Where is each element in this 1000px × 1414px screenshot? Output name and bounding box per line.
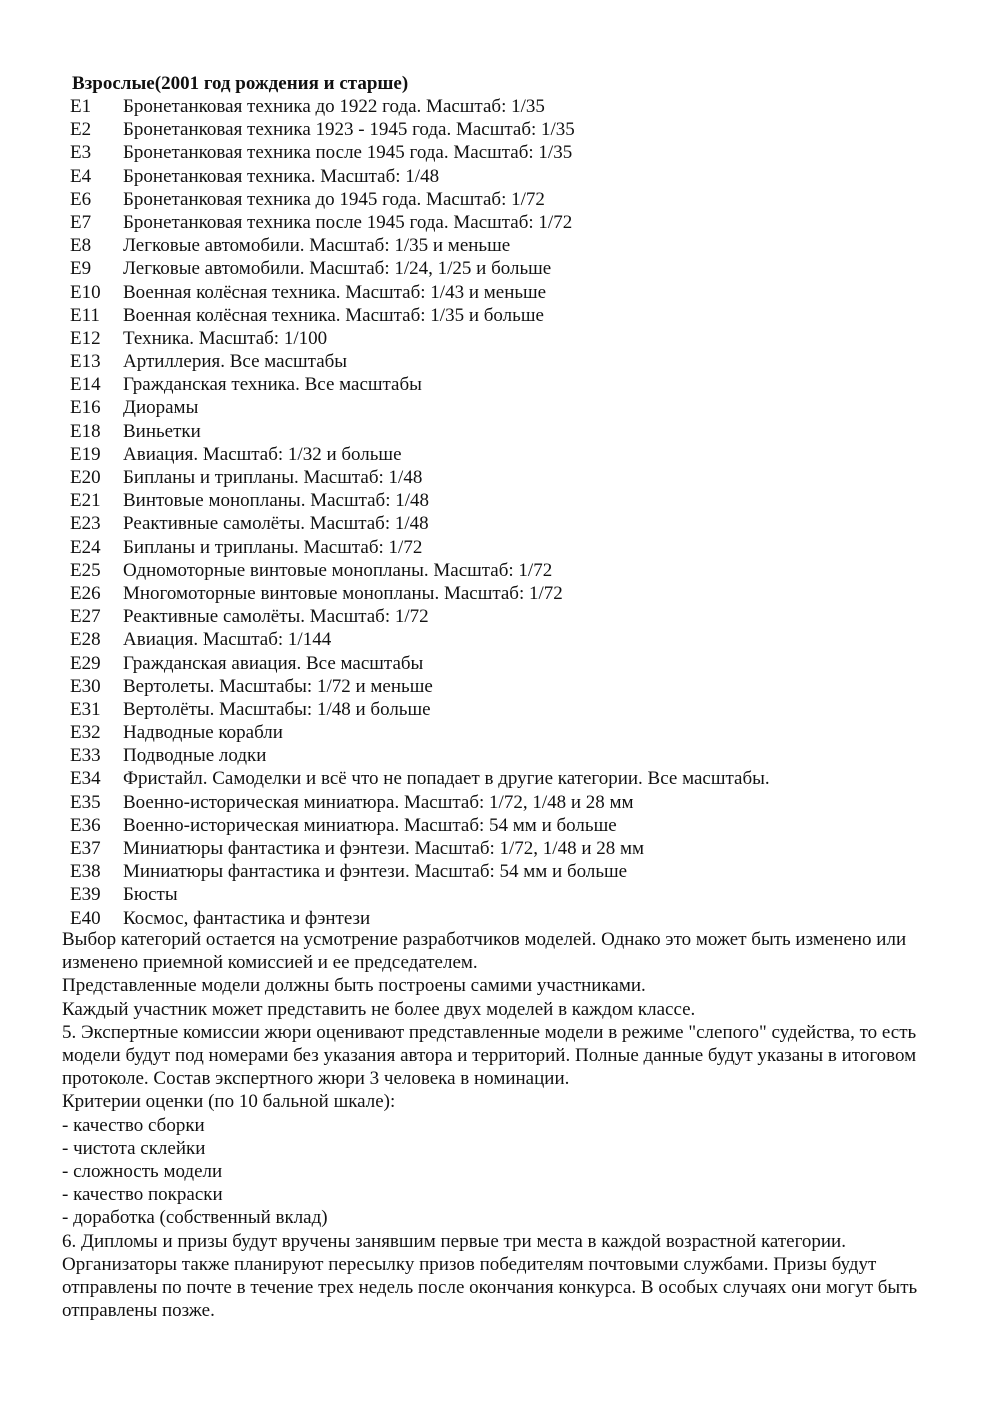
category-code: E39 [70, 884, 101, 906]
category-label: Военно-историческая миниатюра. Масштаб: 1/72, 1/48 и 28 мм [123, 791, 634, 813]
category-code: E25 [70, 559, 101, 581]
category-label: Реактивные самолёты. Масштаб: 1/72 [123, 606, 429, 628]
paragraph: - качество сборки [62, 1114, 205, 1136]
category-row [0, 744, 1000, 767]
category-code: E19 [70, 443, 101, 465]
category-label: Бюсты [123, 884, 178, 906]
category-row [0, 837, 1000, 860]
category-label: Бронетанковая техника 1923 - 1945 года. Масштаб: 1/35 [123, 119, 575, 141]
category-row [0, 373, 1000, 396]
category-row [0, 95, 1000, 118]
category-row [0, 512, 1000, 535]
category-code: E33 [70, 745, 101, 767]
category-label: Авиация. Масштаб: 1/144 [123, 629, 332, 651]
category-code: E21 [70, 490, 101, 512]
category-label: Виньетки [123, 420, 201, 442]
category-label: Бипланы и трипланы. Масштаб: 1/48 [123, 467, 423, 488]
category-code: E18 [70, 420, 101, 442]
category-row [0, 396, 1000, 419]
category-code: E1 [70, 96, 92, 117]
category-label: Бипланы и трипланы. Масштаб: 1/72 [123, 536, 423, 558]
category-code: E40 [70, 907, 101, 929]
category-label: Гражданская техника. Все масштабы [123, 374, 422, 396]
category-code: E30 [70, 675, 101, 697]
category-label: Бронетанковая техника после 1945 года. Масштаб: 1/35 [123, 142, 573, 164]
category-row [0, 675, 1000, 698]
category-code: E11 [70, 304, 100, 326]
category-label: Надводные корабли [123, 722, 283, 744]
category-row [0, 536, 1000, 559]
category-row [0, 466, 1000, 489]
category-code: E9 [70, 258, 92, 280]
section-heading: Взрослые(2001 год рождения и старше) [72, 73, 409, 94]
category-label: Космос, фантастика и фэнтези [123, 907, 371, 929]
category-label: Миниатюры фантастика и фэнтези. Масштаб: 54 мм и больше [123, 861, 628, 883]
category-label: Подводные лодки [123, 745, 267, 767]
paragraph: - чистота склейки [62, 1137, 206, 1159]
paragraph: - качество покраски [62, 1184, 223, 1206]
category-code: E38 [70, 861, 101, 883]
category-code: E14 [70, 374, 101, 396]
paragraph: Каждый участник может представить не более двух моделей в каждом классе. [62, 998, 696, 1020]
category-label: Военно-историческая миниатюра. Масштаб: 54 мм и больше [123, 814, 617, 836]
category-label: Многомоторные винтовые монопланы. Масштаб: 1/72 [123, 582, 563, 604]
category-row [0, 257, 1000, 280]
category-code: E13 [70, 351, 101, 373]
category-code: E26 [70, 582, 101, 604]
category-label: Фристайл. Самоделки и всё что не попадает в другие категории. Все масштабы. [123, 768, 770, 790]
category-row [0, 814, 1000, 837]
category-label: Реактивные самолёты. Масштаб: 1/48 [123, 513, 429, 535]
category-code: E31 [70, 698, 101, 720]
category-row [0, 860, 1000, 883]
category-list [0, 95, 1000, 930]
category-label: Техника. Масштаб: 1/100 [123, 327, 328, 349]
category-code: E37 [70, 838, 101, 859]
category-code: E35 [70, 791, 101, 813]
paragraph: Выбор категорий остается на усмотрение разработчиков моделей. Однако это может быть изменено или изменено приемной комиссией и ее председателем. [62, 929, 907, 974]
category-row [0, 188, 1000, 211]
category-code: E36 [70, 814, 101, 836]
category-row [0, 350, 1000, 373]
category-label: Гражданская авиация. Все масштабы [123, 652, 424, 674]
category-row [0, 883, 1000, 906]
category-row [0, 559, 1000, 582]
category-label: Миниатюры фантастика и фэнтези. Масштаб: 1/72, 1/48 и 28 мм [123, 838, 645, 859]
category-code: E6 [70, 188, 92, 210]
category-row [0, 304, 1000, 327]
category-label: Авиация. Масштаб: 1/32 и больше [123, 443, 402, 465]
category-code: E7 [70, 211, 92, 233]
category-row [0, 907, 1000, 930]
category-code: E16 [70, 397, 101, 419]
category-label: Бронетанковая техника до 1922 года. Масштаб: 1/35 [123, 96, 545, 117]
category-row [0, 211, 1000, 234]
category-label: Легковые автомобили. Масштаб: 1/35 и меньше [123, 235, 511, 257]
category-row [0, 281, 1000, 304]
body-text [62, 928, 942, 1322]
category-code: E2 [70, 119, 92, 141]
category-row [0, 698, 1000, 721]
category-label: Бронетанковая техника до 1945 года. Масштаб: 1/72 [123, 188, 545, 210]
category-row [0, 443, 1000, 466]
category-code: E3 [70, 142, 92, 164]
paragraph: 6. Дипломы и призы будут вручены занявшим первые три места в каждой возрастной категории. Организаторы также планируют пересылку призов победителям почтовыми службами. Призы будут отправлены по почте в течение трех недель после окончания конкурса. В особых случаях они могут быть отправлены позже. [62, 1230, 918, 1322]
category-row [0, 605, 1000, 628]
category-code: E8 [70, 235, 92, 257]
category-code: E23 [70, 513, 101, 535]
category-code: E20 [70, 467, 101, 488]
category-code: E24 [70, 536, 101, 558]
category-label: Вертолеты. Масштабы: 1/72 и меньше [123, 675, 433, 697]
paragraph: Представленные модели должны быть построены самими участниками. [62, 975, 646, 997]
category-label: Военная колёсная техника. Масштаб: 1/43 и меньше [123, 281, 547, 303]
category-code: E28 [70, 629, 101, 651]
category-row [0, 165, 1000, 188]
category-label: Военная колёсная техника. Масштаб: 1/35 и больше [123, 304, 544, 326]
category-label: Легковые автомобили. Масштаб: 1/24, 1/25 и больше [123, 258, 552, 280]
category-row [0, 489, 1000, 512]
category-code: E32 [70, 722, 101, 744]
paragraph: - доработка (собственный вклад) [62, 1207, 328, 1229]
category-row [0, 721, 1000, 744]
category-row [0, 234, 1000, 257]
category-row [0, 420, 1000, 443]
category-row [0, 327, 1000, 350]
category-code: E10 [70, 281, 101, 303]
category-label: Винтовые монопланы. Масштаб: 1/48 [123, 490, 430, 512]
category-label: Одномоторные винтовые монопланы. Масштаб: 1/72 [123, 559, 553, 581]
category-code: E27 [70, 606, 101, 628]
category-row [0, 582, 1000, 605]
category-row [0, 141, 1000, 164]
category-label: Бронетанковая техника. Масштаб: 1/48 [123, 165, 440, 187]
category-row [0, 118, 1000, 141]
category-label: Вертолёты. Масштабы: 1/48 и больше [123, 698, 431, 720]
category-label: Бронетанковая техника после 1945 года. Масштаб: 1/72 [123, 211, 573, 233]
category-row [0, 628, 1000, 651]
paragraph: - сложность модели [62, 1161, 223, 1183]
category-code: E4 [70, 165, 92, 187]
category-row [0, 652, 1000, 675]
paragraph: 5. Экспертные комиссии жюри оценивают представленные модели в режиме "слепого" судейства, то есть модели будут под номерами без указания автора и территорий. Полные данные будут указаны в итоговом протоколе. Состав экспертного жюри 3 человека в номинации. [62, 1021, 917, 1090]
category-label: Артиллерия. Все масштабы [123, 351, 348, 373]
paragraph: Критерии оценки (по 10 бальной шкале): [62, 1091, 396, 1113]
category-code: E29 [70, 652, 101, 674]
category-row [0, 767, 1000, 790]
category-label: Диорамы [123, 397, 199, 419]
category-code: E34 [70, 768, 101, 790]
category-code: E12 [70, 327, 101, 349]
category-row [0, 791, 1000, 814]
